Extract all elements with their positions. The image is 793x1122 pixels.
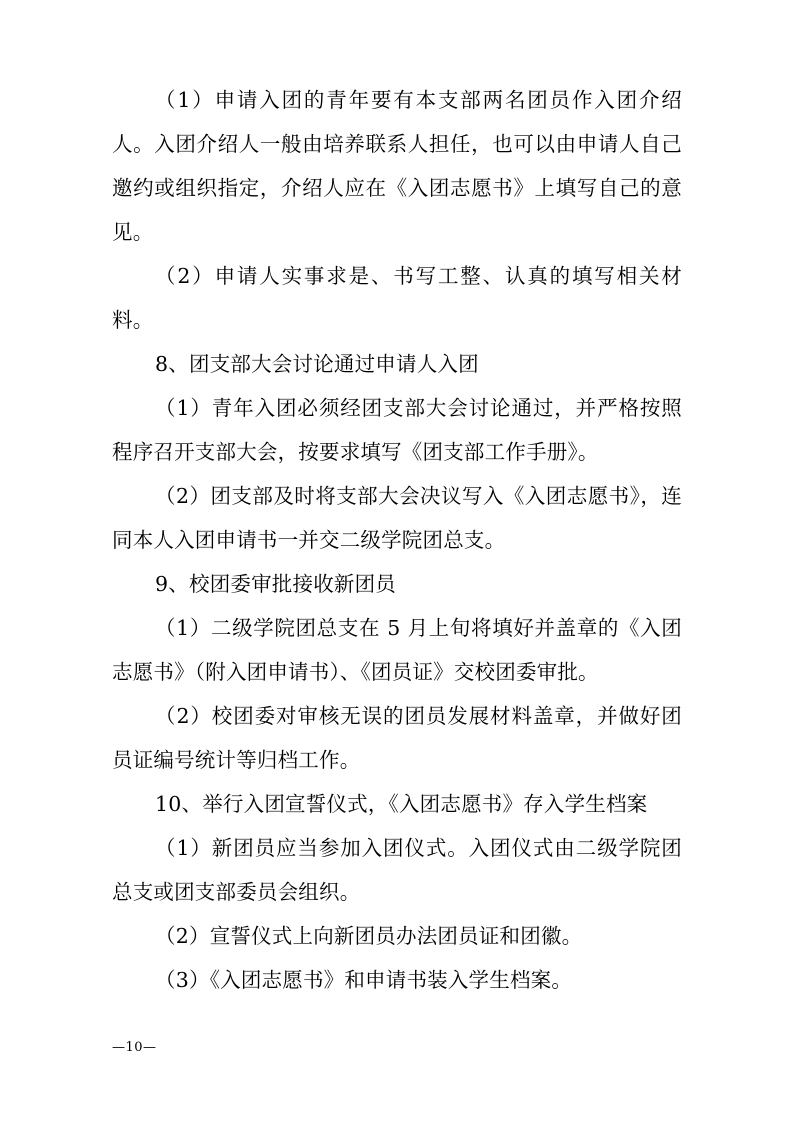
paragraph: （1）青年入团必须经团支部大会讨论通过，并严格按照程序召开支部大会，按要求填写《团支部工作手册》。 [112, 396, 682, 464]
paragraph: 9、校团委审批接收新团员 [155, 572, 396, 596]
paragraph: （2）宣誓仪式上向新团员办法团员证和团徽。 [155, 924, 583, 948]
paragraph: （1）二级学院团总支在 5 月上旬将填好并盖章的《入团志愿书》（附入团申请书）、《团员证》交校团委审批。 [112, 616, 682, 684]
paragraph: （2）申请人实事求是、书写工整、认真的填写相关材料。 [112, 264, 682, 332]
paragraph: （1）新团员应当参加入团仪式。入团仪式由二级学院团总支或团支部委员会组织。 [112, 836, 682, 904]
paragraph: （3）《入团志愿书》和申请书装入学生档案。 [155, 968, 573, 992]
paragraph: （1）申请入团的青年要有本支部两名团员作入团介绍人。入团介绍人一般由培养联系人担任，也可以由申请人自己邀约或组织指定，介绍人应在《入团志愿书》上填写自己的意见。 [112, 88, 682, 244]
paragraph: （2）校团委对审核无误的团员发展材料盖章，并做好团员证编号统计等归档工作。 [112, 704, 682, 772]
paragraph: （2）团支部及时将支部大会决议写入《入团志愿书》，连同本人入团申请书一并交二级学院团总支。 [112, 484, 682, 552]
paragraph: 8、团支部大会讨论通过申请人入团 [155, 352, 479, 376]
page-number: —10— [112, 1040, 157, 1055]
paragraph: 10、举行入团宣誓仪式，《入团志愿书》存入学生档案 [155, 792, 648, 816]
page-body [112, 78, 682, 1002]
